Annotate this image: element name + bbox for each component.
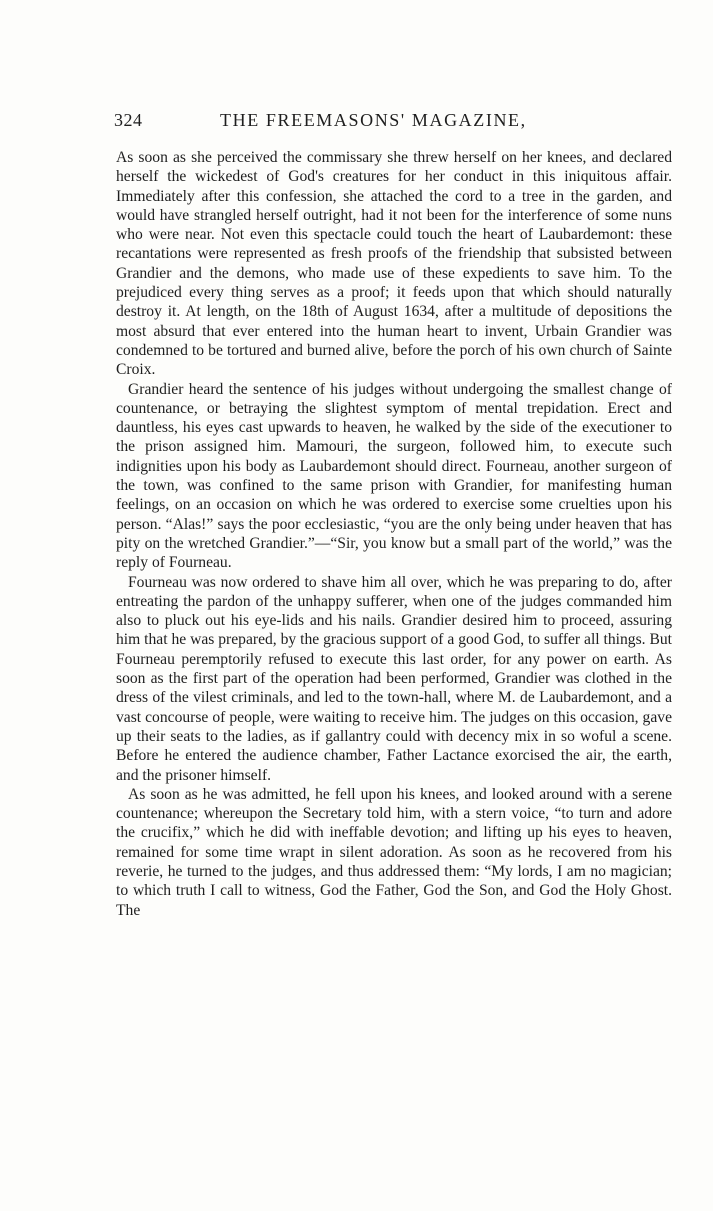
paragraph: As soon as she perceived the commissary she threw herself on her knees, and declared herself the wickedest of God's creatures for her conduct in this iniquitous affair. Immediately after this confession, she attached the cord to a tree in the garden, and would have strangled herself outright, had it not been for the interference of some nuns who were near. Not even this spectacle could touch the heart of Laubardemont: these recantations were represented as fresh proofs of the friendship that subsisted between Grandier and the demons, who made use of these expedients to save him. To the prejudiced every thing serves as a proof; it feeds upon that which should naturally destroy it. At length, on the 18th of August 1634, after a multitude of depositions the most absurd that ever entered into the human heart to invent, Urbain Grandier was condemned to be tortured and burned alive, before the porch of his own church of Sainte Croix. (116, 149, 672, 379)
paragraph: As soon as he was admitted, he fell upon his knees, and looked around with a serene countenance; whereupon the Secretary told him, with a stern voice, “to turn and adore the crucifix,” which he did with ineffable devotion; and lifting up his eyes to heaven, remained for some time wrapt in silent adoration. As soon as he recovered from his reverie, he turned to the judges, and thus addressed them: “My lords, I am no magician; to which truth I call to witness, God the Father, God the Son, and God the Holy Ghost. The (116, 785, 672, 919)
paragraph: Grandier heard the sentence of his judges without undergoing the smallest change of countenance, or betraying the slightest symptom of mental trepidation. Erect and dauntless, his eyes cast upwards to heaven, he walked by the side of the executioner to the prison assigned him. Mamouri, the surgeon, followed him, to execute such indignities upon his body as Laubardemont should direct. Fourneau, another surgeon of the town, was confined to the same prison with Grandier, for manifesting human feelings, on an occasion on which he was ordered to exercise some cruelties upon his person. “Alas!” says the poor ecclesiastic, “you are the only being under heaven that has pity on the wretched Grandier.”—“Sir, you know but a small part of the world,” was the reply of Fourneau. (116, 380, 672, 572)
paragraph: Fourneau was now ordered to shave him all over, which he was preparing to do, after entreating the pardon of the unhappy sufferer, when one of the judges commanded him also to pluck out his eye-lids and his nails. Grandier desired him to proceed, assuring him that he was prepared, by the gracious support of a good God, to suffer all things. But Fourneau peremptorily refused to execute this last order, for any power on earth. As soon as the first part of the operation had been performed, Grandier was clothed in the dress of the vilest criminals, and led to the town-hall, where M. de Laubardemont, and a vast concourse of people, were waiting to receive him. The judges on this occasion, gave up their seats to the ladies, as if gallantry could with decency mix in so woful a scene. Before he entered the audience chamber, Father Lactance exorcised the air, the earth, and the prisoner himself. (116, 573, 672, 784)
page-number: 324 (114, 110, 143, 130)
article-body (116, 148, 672, 920)
page-header (112, 110, 672, 134)
running-title: THE FREEMASONS' MAGAZINE, (220, 110, 527, 130)
